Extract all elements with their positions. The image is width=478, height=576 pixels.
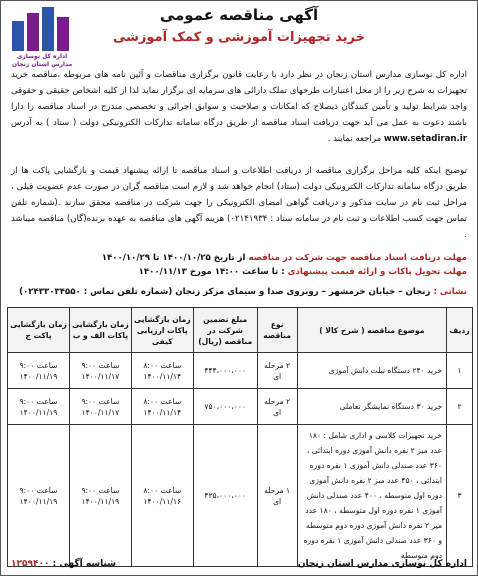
submit-deadline	[11, 265, 467, 279]
c-date: ۱۴۰۰/۱۱/۱۹	[19, 496, 58, 506]
c-time: ساعت ۹:۰۰	[19, 396, 58, 406]
intro-text-end: مراجعه نمایند .	[327, 134, 382, 144]
address-label: نشانی :	[433, 287, 467, 297]
ab-opening	[69, 425, 131, 567]
logo-caption: اداره کل نوسازی مدارس استان زنجان	[11, 53, 73, 68]
receive-deadline-label: مهلت دریافت اسناد مناقصه جهت شرکت در مناقصه	[248, 253, 467, 263]
ab-time: ساعت ۹:۰۰	[81, 360, 120, 370]
c-date: ۱۴۰۰/۱۱/۱۹	[19, 407, 58, 417]
eval-time: ساعت ۸:۰۰	[143, 485, 182, 495]
column-header: نوع مناقصه	[257, 308, 297, 353]
table-row	[8, 389, 473, 425]
description-paragraph: توضیح اینکه کلیه مراحل برگزاری مناقصه از دریافت اطلاعات و اسناد مناقصه تا ارائه پیشنهاد قیمت و بازگشایی پاکت ها از طریق درگاه سامانه تدارکات الکترونیکی دولت (ستاد) انجام خواهد شد و لازم است مناقصه گران در صورت عدم عضویت قبلی ، مراحل ثبت نام در سایت مذکور و دریافت گواهی امضای الکترونیکی را جهت شرکت در مناقصه محقق سازند .(شماره تلفن تماس جهت کسب اطلاعات و ثبت نام در سامانه ستاد : ۰۲۱۴۱۹۳۴) هزینه آگهی های مناقصه به عهده برنده(گان) مناقصه میباشد .	[11, 166, 467, 240]
school-logo-icon	[7, 5, 77, 53]
eval-opening	[131, 425, 193, 567]
address-value: زنجان – خیابان خرمشهر – روبروی صدا و سیمای مرکز زنجان (شماره تلفن تماس : ۰۲۴۳۳۰۳۴۵۵۰)	[19, 287, 431, 297]
item-description: خرید ۳۰ دستگاه نمایشگر تعاملی	[297, 389, 446, 425]
eval-date: ۱۴۰۰/۱۱/۱۴	[143, 407, 182, 417]
eval-time: ساعت ۸:۰۰	[143, 360, 182, 370]
c-opening	[8, 425, 70, 567]
receive-deadline	[11, 251, 467, 265]
ab-date: ۱۴۰۰/۱۱/۱۹	[81, 496, 120, 506]
footer-organization: اداره کل نوسازی مدارس استان زنجان	[297, 559, 467, 569]
column-header: مبلغ تضمین شرکت در مناقصه (ریال)	[193, 308, 257, 353]
guarantee-amount: ۴۴۴،۰۰۰،۰۰۰	[193, 353, 257, 389]
table-row	[8, 353, 473, 389]
intro-paragraph	[11, 67, 467, 147]
c-time: ساعت ۹:۰۰	[19, 485, 58, 495]
guarantee-amount: ۷۵۰،۰۰۰،۰۰۰	[193, 389, 257, 425]
eval-opening	[131, 353, 193, 389]
column-header: ردیف	[447, 308, 473, 353]
item-description: خرید ۲۴۰ دستگاه تبلت دانش آموزی	[297, 353, 446, 389]
submit-deadline-value: : تا ساعت ۱۴:۰۰ مورخ ۱۴۰۰/۱۱/۱۳	[138, 267, 285, 277]
ab-opening	[69, 353, 131, 389]
column-header: موضوع مناقصه ( شرح کالا )	[297, 308, 446, 353]
ad-id-number: ۱۲۵۹۴۰۰	[11, 559, 50, 569]
tender-type: ۱ مرحله ای	[257, 425, 297, 567]
c-time: ساعت ۹:۰۰	[19, 360, 58, 370]
table-header-row	[8, 308, 473, 353]
ab-time: ساعت ۹:۰۰	[81, 396, 120, 406]
row-number: ۳	[447, 425, 473, 567]
address	[11, 285, 467, 299]
ad-id-label: شناسه آگهی :	[52, 559, 117, 569]
ab-opening	[69, 389, 131, 425]
row-number: ۱	[447, 353, 473, 389]
eval-time: ساعت ۸:۰۰	[143, 396, 182, 406]
guarantee-amount: ۴۲۵،۰۰۰،۰۰۰	[193, 425, 257, 567]
receive-deadline-value: از تاریخ ۱۴۰۰/۱۰/۲۵ تا ۱۴۰۰/۱۰/۲۹	[101, 253, 246, 263]
ad-id	[11, 559, 116, 569]
c-opening	[8, 389, 70, 425]
notice-title: آگهی مناقصه عمومی	[159, 6, 319, 24]
c-opening	[8, 353, 70, 389]
tender-table	[7, 307, 473, 567]
ab-time: ساعت ۹:۰۰	[81, 485, 120, 495]
c-date: ۱۴۰۰/۱۱/۱۹	[19, 371, 58, 381]
setad-website-link[interactable]: www.setadiran.ir	[383, 134, 467, 144]
row-number: ۲	[447, 389, 473, 425]
item-description: خرید تجهیزات کلاسی و اداری شامل : ۱۸۰ عدد میز ۲ نفره دانش آموزی دوره ابتدائی ، ۳۶۰ عدد صندلی دانش آموزی ۱ نفره دوره ابتدائی ، ۴۵۰ عدد میز ۲ نفره دانش آموزی دوره اول متوسطه ، ۴۰۰ عدد صندلی دانش آموزی ۱ نفره دوره اول متوسطه ، ۱۸۰ عدد میز ۲ نفره دانش آموزی دوره دوم متوسطه و ۳۶۰ عدد صندلی دانش آموزی ۱ نفره دوره دوم متوسطه	[297, 425, 446, 567]
column-header: زمان بازگشایی پاکات الف و ب	[69, 308, 131, 353]
tender-type: ۲ مرحله ای	[257, 389, 297, 425]
intro-text: اداره کل نوسازی مدارس استان زنجان در نظر دارد با رعایت قانون برگزاری مناقصات و آئین نامه های مربوطه ،مناقصه خرید تجهیزات به شرح زیر را از محل اعتبارات طرحهای تملک دارائی های سرمایه ای برگزار نماید لذا از کلیه اشخاص حقیقی و حقوقی واجد شرایط تولید و تأمین کنندگان ذیصلاح که امکانات و صلاحیت و سوابق اجرائی و تخصصی مندرج در اسناد مناقصه را دارا باشند دعوت به عمل می آید جهت دریافت اسناد مناقصه از طریق درگاه سامانه تدارکات الکترونیکی دولت ( ستاد ) به آدرس	[11, 70, 467, 128]
eval-date: ۱۴۰۰/۱۱/۱۶	[143, 496, 182, 506]
notice-subtitle: خرید تجهیزات آموزشی و کمک آموزشی	[112, 30, 366, 45]
column-header: زمان بازگشایی پاکت ج	[8, 308, 70, 353]
table-row	[8, 425, 473, 567]
column-header: زمان بازگشایی پاکات ارزیابی کیفی	[131, 308, 193, 353]
eval-opening	[131, 389, 193, 425]
ab-date: ۱۴۰۰/۱۱/۱۷	[81, 407, 120, 417]
submit-deadline-label: مهلت تحویل پاکات و ارائه قیمت پیشنهادی	[287, 267, 467, 277]
tender-type: ۲ مرحله ای	[257, 353, 297, 389]
eval-date: ۱۴۰۰/۱۱/۱۴	[143, 371, 182, 381]
ab-date: ۱۴۰۰/۱۱/۱۷	[81, 371, 120, 381]
